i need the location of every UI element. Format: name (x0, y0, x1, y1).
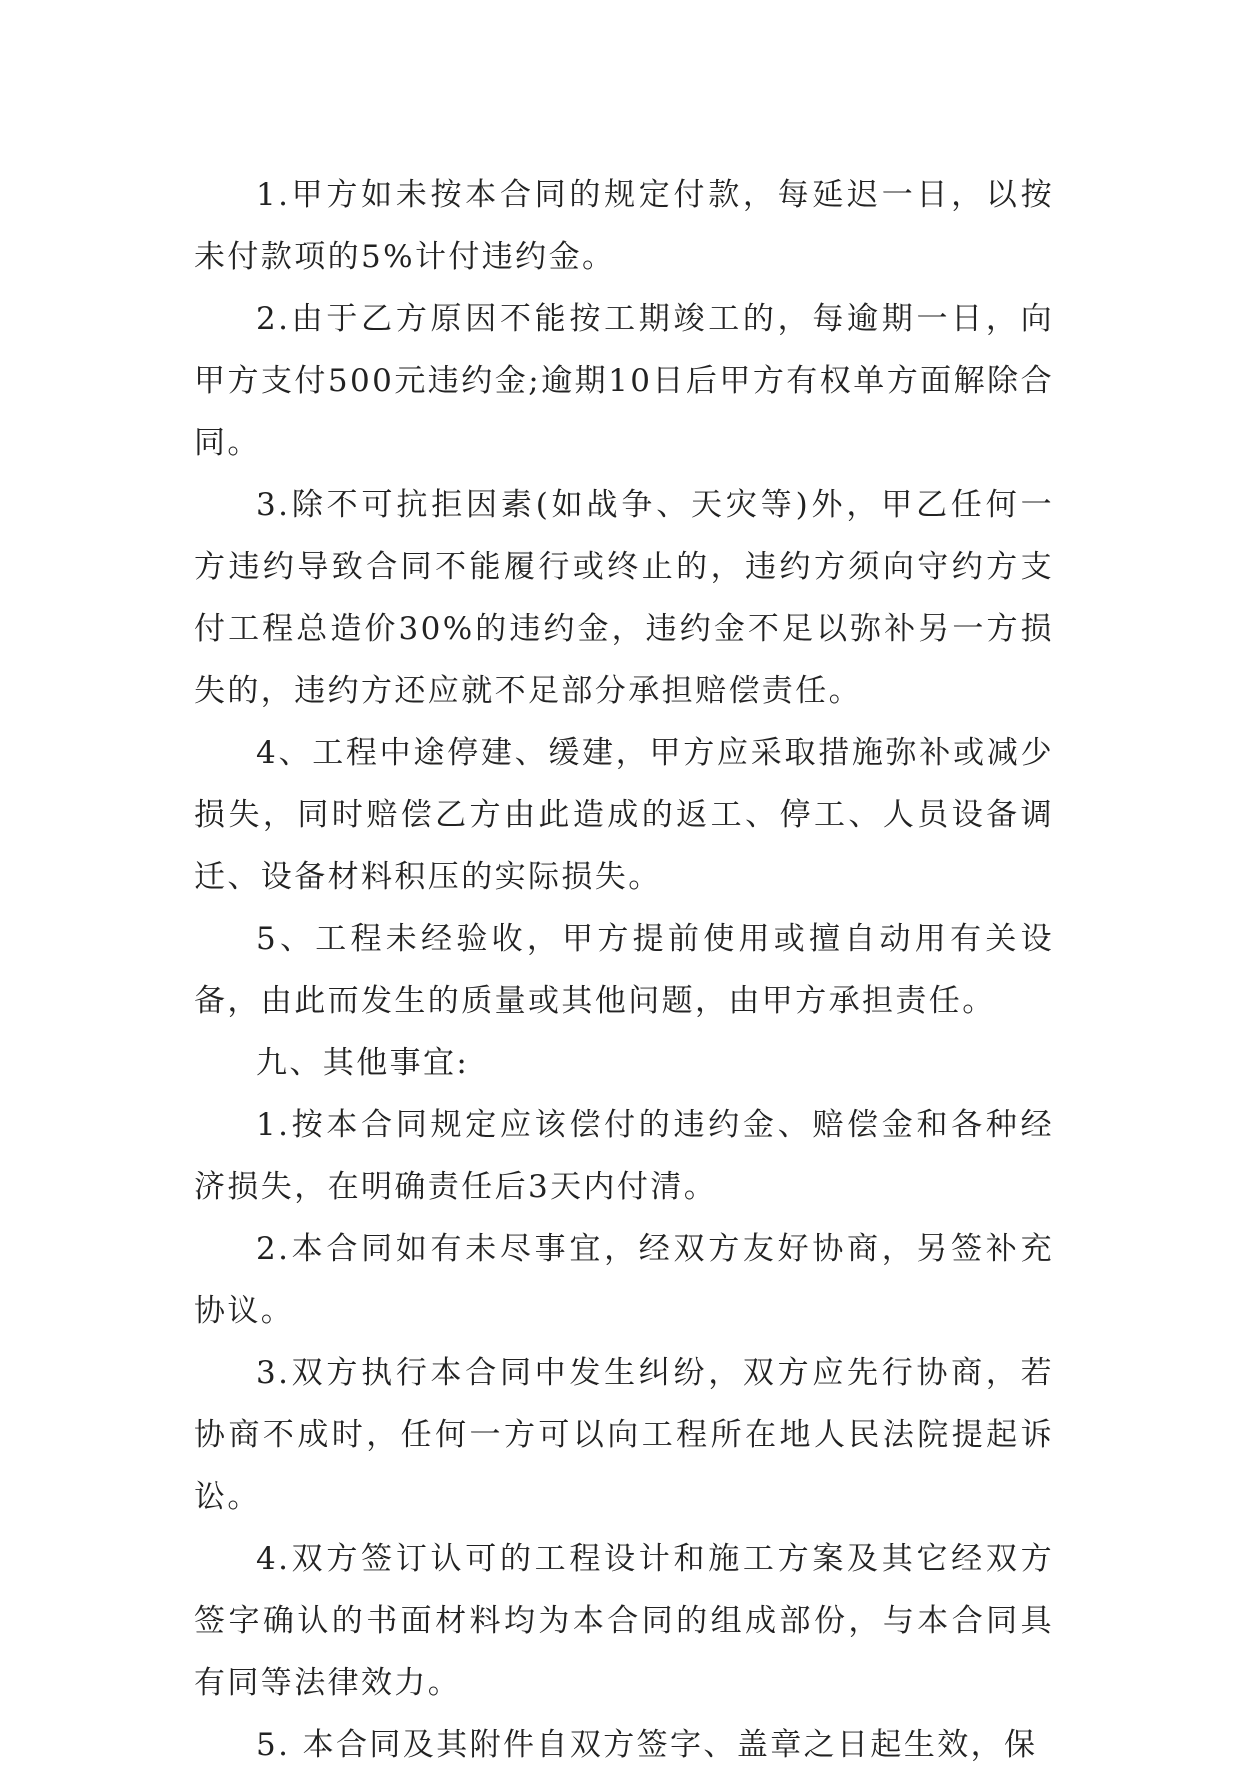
document-body (194, 164, 1054, 1776)
paragraph-payment-deadline: 1.按本合同规定应该偿付的违约金、赔偿金和各种经济损失，在明确责任后3天内付清。 (194, 1107, 1054, 1205)
paragraph-penalty-late-payment: 1.甲方如未按本合同的规定付款，每延迟一日，以按未付款项的5%计付违约金。 (194, 177, 1054, 275)
paragraph-unaccepted-use: 5、工程未经验收，甲方提前使用或擅自动用有关设备，由此而发生的质量或其他问题，由甲方承担责任。 (194, 921, 1054, 1019)
paragraph-supplementary-agreement: 2.本合同如有未尽事宜，经双方友好协商，另签补充协议。 (194, 1231, 1054, 1329)
paragraph-penalty-late-completion: 2.由于乙方原因不能按工期竣工的，每逾期一日，向甲方支付500元违约金;逾期10日后甲方有权单方面解除合同。 (194, 301, 1054, 461)
paragraph-contract-components: 4.双方签订认可的工程设计和施工方案及其它经双方签字确认的书面材料均为本合同的组成部份，与本合同具有同等法律效力。 (194, 1541, 1054, 1701)
paragraph-dispute-resolution: 3.双方执行本合同中发生纠纷，双方应先行协商，若协商不成时，任何一方可以向工程所在地人民法院提起诉讼。 (194, 1355, 1054, 1515)
section-heading-other-matters: 九、其他事宜: (256, 1045, 470, 1081)
paragraph-suspension-losses: 4、工程中途停建、缓建，甲方应采取措施弥补或减少损失，同时赔偿乙方由此造成的返工、停工、人员设备调迁、设备材料积压的实际损失。 (194, 735, 1054, 895)
paragraph-effective-date: 5. 本合同及其附件自双方签字、盖章之日起生效，保 (256, 1727, 1038, 1763)
paragraph-penalty-breach: 3.除不可抗拒因素(如战争、天灾等)外，甲乙任何一方违约导致合同不能履行或终止的，违约方须向守约方支付工程总造价30%的违约金，违约金不足以弥补另一方损失的，违约方还应就不足部分承担赔偿责任。 (194, 487, 1054, 709)
